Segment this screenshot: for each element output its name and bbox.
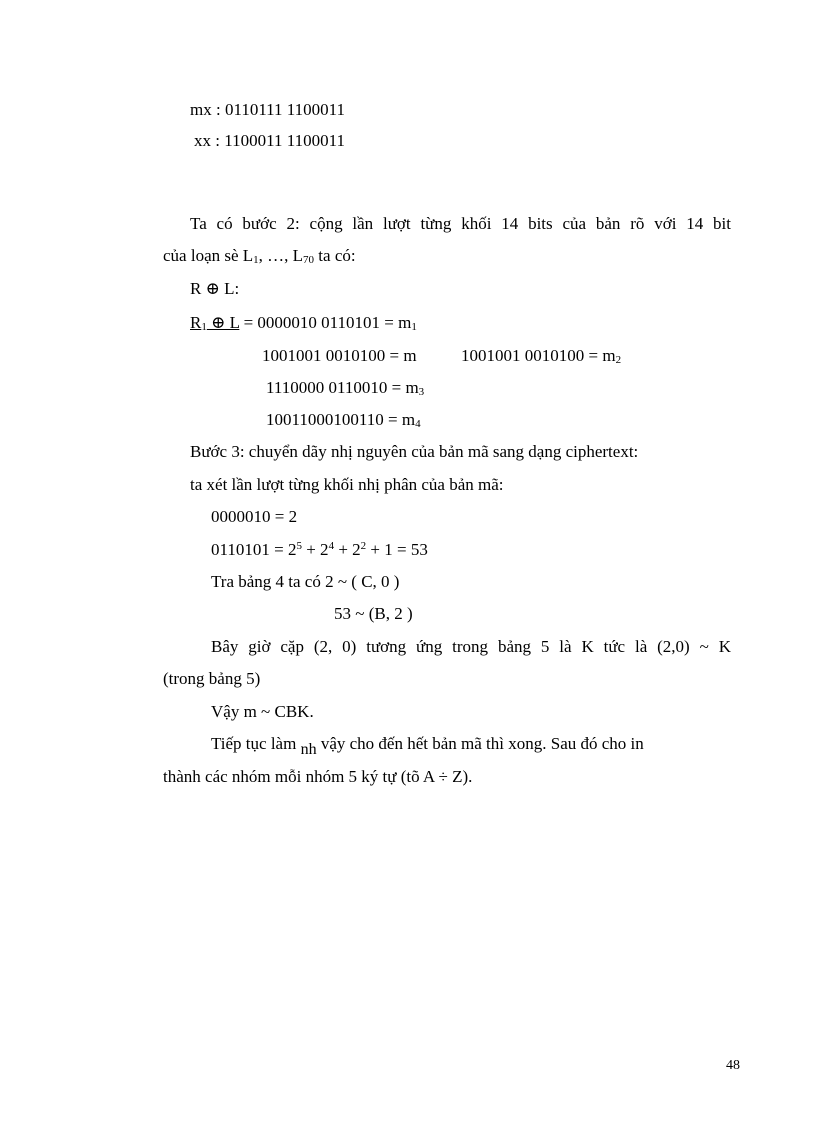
text: , …, L <box>258 246 304 265</box>
line-row3 <box>266 378 424 398</box>
line-review: ta xét lần lượt từng khối nhị phân của bản mã: <box>190 475 504 494</box>
line-b1: 0000010 = 2 <box>211 507 298 526</box>
page-number: 48 <box>726 1058 740 1073</box>
text: của loạn sè L <box>163 246 254 265</box>
line-r-xor-l: R ⊕ L: <box>190 279 240 298</box>
line-step2-b <box>163 246 356 266</box>
text: 10011000100110 = m <box>266 410 416 429</box>
text: + 1 = 53 <box>366 540 428 559</box>
text: = 0000010 0110101 = m <box>239 313 412 332</box>
line-result: Vậy m ~ CBK. <box>211 702 314 721</box>
superscript: 2 <box>360 540 367 552</box>
subscript: 70 <box>303 254 315 266</box>
subscript: nh <box>300 741 317 758</box>
text: 1110000 0110010 = m <box>266 378 419 397</box>
line-cont-a <box>211 734 644 758</box>
subscript: 4 <box>415 418 421 430</box>
text: + 2 <box>301 540 329 559</box>
r1-underlined <box>190 313 239 332</box>
line-xx: xx : 1100011 1100011 <box>194 131 345 150</box>
subscript: 2 <box>615 354 622 366</box>
line-row2-b <box>461 346 621 366</box>
subscript: 1 <box>201 321 207 333</box>
subscript: 3 <box>418 386 425 398</box>
line-table4: Tra bảng 4 ta có 2 ~ ( C, 0 ) <box>211 572 400 591</box>
subscript: 1 <box>411 321 417 333</box>
line-b2 <box>211 540 428 560</box>
text: R <box>190 313 202 332</box>
text: ⊕ L <box>206 313 240 332</box>
line-r1 <box>190 313 417 333</box>
text: ta có: <box>314 246 356 265</box>
line-mx: mx : 0110111 1100011 <box>190 100 346 119</box>
text: + 2 <box>334 540 361 559</box>
line-cont-b: thành các nhóm mỗi nhóm 5 ký tự (tõ A ÷ Z). <box>163 767 473 786</box>
subscript: 1 <box>253 254 259 266</box>
line-step3: Bước 3: chuyển dãy nhị nguyên của bản mã sang dạng ciphertext: <box>190 442 639 461</box>
superscript: 4 <box>328 540 335 552</box>
text: vậy cho đến hết bản mã thì xong. Sau đó cho in <box>316 734 644 753</box>
line-step2-a: Ta có bước 2: cộng lần lượt từng khối 14 bits của bản rõ với 14 bit <box>190 214 731 233</box>
text: Tiếp tục làm <box>211 734 301 753</box>
line-map53: 53 ~ (B, 2 ) <box>334 604 413 623</box>
text: 1001001 0010100 = m <box>461 346 616 365</box>
line-pair-a: Bây giờ cặp (2, 0) tương ứng trong bảng 5 là K tức là (2,0) ~ K <box>211 637 731 656</box>
line-row4 <box>266 410 421 430</box>
line-pair-b: (trong bảng 5) <box>163 669 261 688</box>
text: 0110101 = 2 <box>211 540 297 559</box>
line-row2-a: 1001001 0010100 = m <box>262 346 417 365</box>
superscript: 5 <box>296 540 302 552</box>
